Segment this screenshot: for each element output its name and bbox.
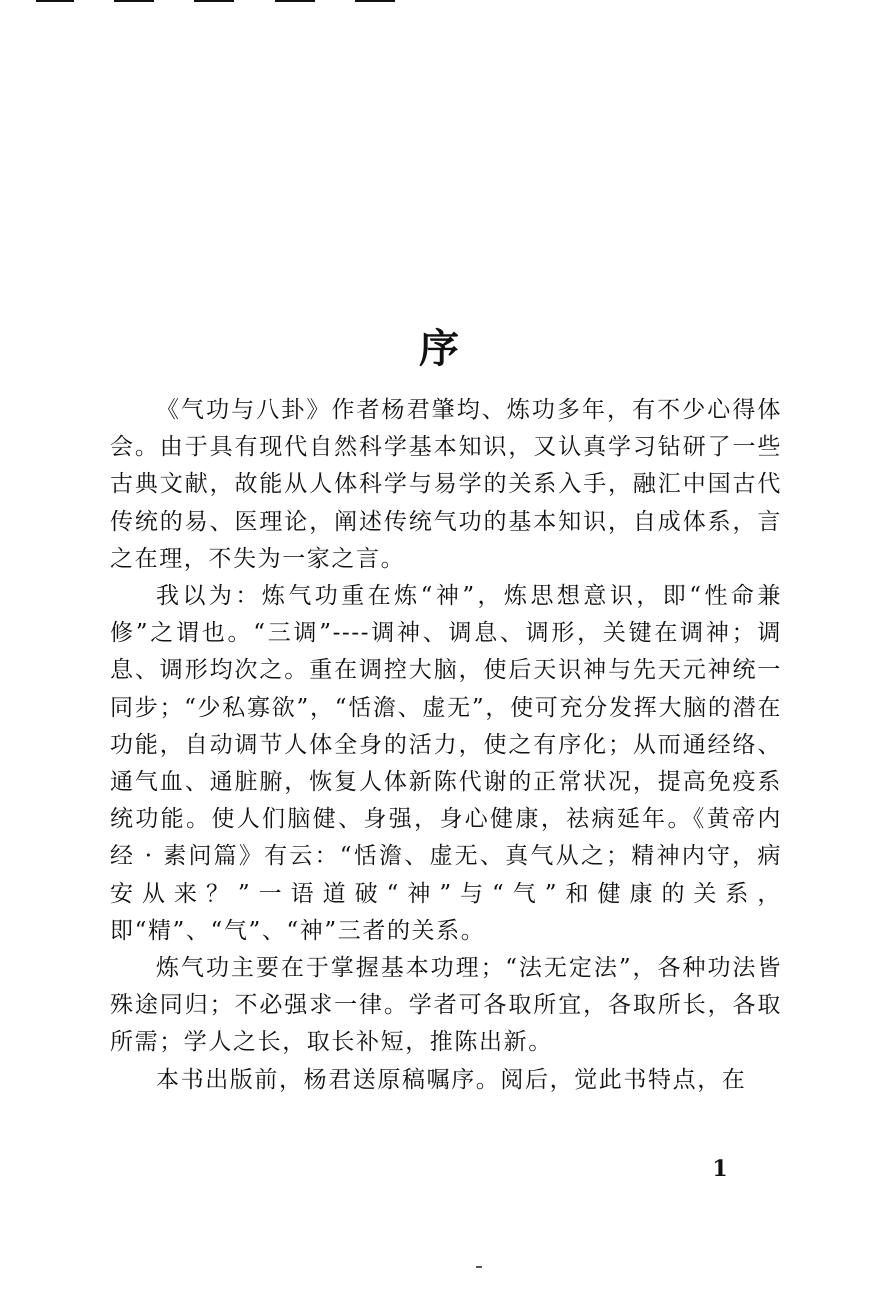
top-edge-mark	[275, 0, 315, 2]
top-edge-mark	[355, 0, 395, 2]
top-edge-mark	[114, 0, 154, 2]
scan-speck	[476, 1266, 482, 1268]
paragraph: 我以为：炼气功重在炼“神”，炼思想意识，即“性命兼修”之谓也。“三调”----调神、调息、调形，关键在调神；调息、调形均次之。重在调控大脑，使后天识神与先天元神统一同步；“少私寡欲”，“恬澹、虚无”，使可充分发挥大脑的潜在功能，自动调节人体全身的活力，使之有序化；从而通经络、通气血、通脏腑，恢复人体新陈代谢的正常状况，提高免疫系统功能。使人们脑健、身强，身心健康，祛病延年。《黄帝内经 · 素问篇》有云：“恬澹、虚无、真气从之；精神内守，病安从来？”一语道破“神”与“气”和健康的关系，即“精”、“气”、“神”三者的关系。	[110, 583, 782, 944]
paragraph: 炼气功主要在于掌握基本功理；“法无定法”，各种功法皆殊途同归；不必强求一律。学者可各取所宜，各取所长，各取所需；学人之长，取长补短，推陈出新。	[110, 955, 782, 1056]
top-edge-mark	[194, 0, 234, 2]
paragraph: 《气功与八卦》作者杨君肇均、炼功多年，有不少心得体会。由于具有现代自然科学基本知识，又认真学习钻研了一些古典文献，故能从人体科学与易学的关系入手，融汇中国古代传统的易、医理论，阐述传统气功的基本知识，自成体系，言之在理，不失为一家之言。	[110, 397, 782, 572]
top-edge-marks	[0, 0, 880, 6]
preface-body	[110, 392, 782, 1099]
page-title: 序	[419, 324, 461, 372]
page-number: 1	[712, 1156, 728, 1182]
top-edge-mark	[36, 0, 74, 2]
paragraph: 本书出版前，杨君送原稿嘱序。阅后，觉此书特点，在	[156, 1066, 747, 1093]
